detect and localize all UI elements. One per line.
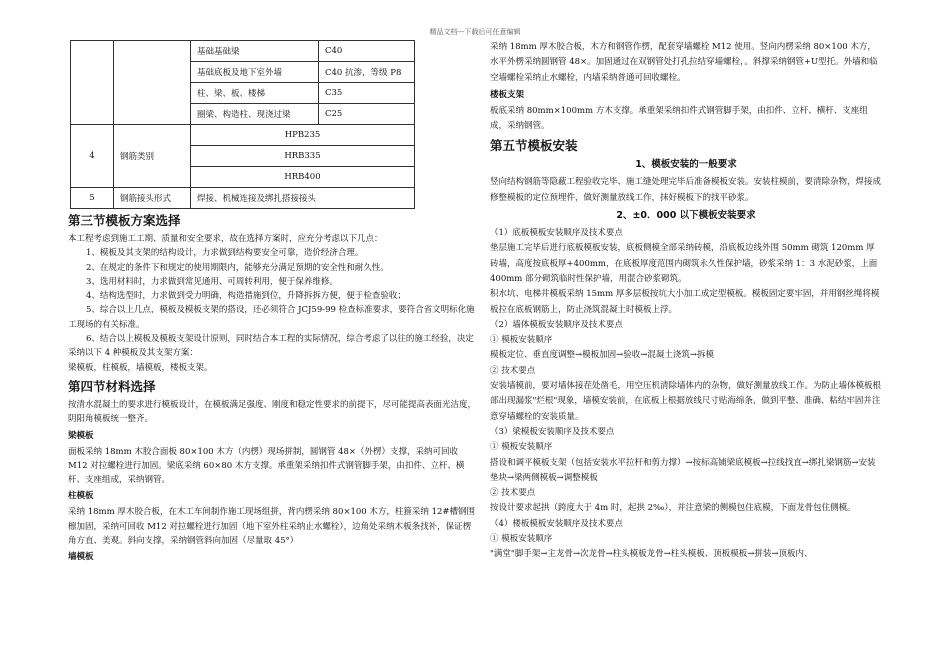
- paragraph: 梁模板，柱模板，墙模板，楼板支架。: [68, 362, 213, 373]
- section-5-title: 第五节模板安装: [490, 138, 578, 154]
- table-cell: 圈梁、构造柱、现浇过梁: [191, 104, 319, 125]
- subheading-wall: 墙模板: [68, 552, 94, 563]
- table-cell: C35: [319, 83, 415, 104]
- table-cell: 柱、梁、板、楼梯: [191, 83, 319, 104]
- table-cell: HRB400: [191, 167, 415, 188]
- table-cell: [114, 41, 191, 125]
- paragraph: 面板采纳 18mm 木胶合面板 80×100 木方（内楞）现场拼制，圆钢管 48×（外楞）支撑，采纳可回收 M12 对拉螺栓进行加固。梁底采纳 60×80 木方支撑。承重架采纳扣件式钢管脚手架，由扣件、立杆、横杆、支座组成，采纳钢管。: [68, 446, 465, 486]
- table-cell: HPB235: [191, 125, 415, 146]
- paragraph: 按设计要求起拱（跨度大于 4m 时，起拱 2‰），并注意梁的侧模包住底模，下面龙骨包住侧模。: [490, 503, 856, 514]
- paragraph: ② 技术要点: [490, 488, 536, 499]
- paragraph: （4）楼板模板安装顺序及技术要点: [490, 518, 623, 529]
- subheading-beam: 梁模板: [68, 430, 94, 441]
- header-note: 精品文档---下载后可任意编辑: [429, 28, 521, 36]
- paragraph: 本工程考虑到施工工期、质量和安全要求，故在选择方案时，应充分考虑以下几点：: [68, 234, 383, 244]
- table-cell: 基础基础梁: [191, 41, 319, 62]
- table-cell: C40 抗渗，等级 P8: [319, 62, 415, 83]
- table-cell: 焊接、机械连接及绑扎搭接接头: [191, 188, 415, 209]
- subheading-general: 1、模板安装的一般要求: [635, 159, 737, 171]
- list-item: 3、选用材料时，力求做到常见通用、可周转利用，便于保养维修。: [86, 276, 338, 287]
- paragraph: 竖向结构钢筋等隐蔽工程验收完毕、施工缝处理完毕后准备模板安装。安装柱模前，要清除杂物，焊接成修整模板的定位预埋件，做好测量放线工作，抹好模板下的找平砂浆。: [490, 177, 882, 203]
- paragraph: ① 模板安装顺序: [490, 534, 553, 545]
- paragraph: 积水坑、电梯井模板采纳 15mm 厚多层板按坑大小加工成定型模板。模板固定要牢固，并用钢丝绳将模板拉在底板钢筋上，防止浇筑混凝土时模板上浮。: [490, 289, 880, 315]
- paragraph: 模板定位、垂直度调整→模板加固→验收→混凝土浇筑→拆模: [490, 350, 714, 361]
- table-cell: C40: [319, 41, 415, 62]
- left-column: [68, 40, 478, 566]
- list-item: 5、综合以上几点，模板及模板支架的搭设，还必须符合 JCJ59-99 检查标准要求，要符合省文明标化施工现场的有关标准。: [68, 305, 475, 330]
- section-4-title: 第四节材料选择: [68, 378, 156, 394]
- paragraph: "满堂"脚手架→主龙骨→次龙骨→柱头模板龙骨→柱头模板、顶板模板→拼装→顶板内、: [490, 549, 813, 560]
- paragraph: 垫层施工完毕后进行底板模板安装，底板侧模全部采纳砖模，沿底板边线外围 50mm 砌筑 120mm 厚砖墙，高度按底板厚+400mm，在底板厚度范围内砌筑永久性保护墙，砂浆采纳 1：3 水泥砂浆，上面 400mm 部分砌筑临时性保护墙，用混合砂浆砌筑。: [490, 243, 878, 284]
- right-column: [490, 40, 882, 563]
- paragraph: ② 技术要点: [490, 365, 536, 376]
- paragraph: 板底采纳 80mm×100mm 方木支撑。承重架采纳扣件式钢管脚手架，由扣件、立杆、横杆、支座组成，采纳钢管。: [490, 105, 868, 132]
- paragraph: （1）底板模板安装顺序及技术要点: [490, 228, 623, 239]
- paragraph: 搭设和调平模板支架（包括安装水平拉杆和剪力撑）→按标高铺梁底模板→拉线找直→绑扎梁钢筋→安装垫块→梁两侧模板→调整模板: [490, 457, 876, 483]
- paragraph: （3）梁模板安装顺序及技术要点: [490, 426, 615, 437]
- table-cell: C25: [319, 104, 415, 125]
- list-item: 4、结构选型时，力求做到受力明确，构造措施到位，升降拆拆方便，便于检查验收；: [86, 291, 406, 302]
- table-cell-category: 钢筋类别: [114, 125, 191, 188]
- list-item: 2、在规定的条件下和规定的使用期限内，能够充分满足预期的安全性和耐久性。: [86, 262, 389, 273]
- spec-table: [70, 40, 415, 209]
- list-item: 1、模板及其支架的结构设计，力求做到结构要安全可靠，造价经济合理。: [86, 248, 364, 259]
- table-row: [71, 125, 415, 146]
- paragraph: ① 模板安装顺序: [490, 335, 553, 346]
- paragraph: 采纳 18mm 厚木胶合板，木方和钢管作楞，配套穿墙螺栓 M12 使用。竖向内楞采纳 80×100 木方，水平外楞采纳圆钢管 48×。加固通过在双钢管处打孔拉结穿墙螺栓，。斜撑采纳钢管+U型托。外墙和临空墙螺栓采纳止水螺栓，内墙采纳普通可回收螺栓。: [490, 42, 878, 83]
- paragraph: ① 模板安装顺序: [490, 442, 553, 453]
- list-item: 6、结合以上模板及模板支架设计原则，同时结合本工程的实际情况，综合考虑了以往的施工经验，决定采纳以下 4 种模板及其支架方案：: [68, 334, 474, 359]
- subheading-below-zero: 2、±0．000 以下模板安装要求: [616, 210, 756, 222]
- table-row: [71, 41, 415, 62]
- subheading-column: 柱模板: [68, 491, 94, 502]
- table-cell: [71, 41, 114, 125]
- table-row: [71, 188, 415, 209]
- paragraph: 安装墙模前，要对墙体接茬处凿毛，用空压机清除墙体内的杂物，做好测量放线工作。为防止墙体模板根部出现漏浆"烂根"现象，墙模安装前，在底板上根据放线尺寸贴海绵条，做到平整、准确、粘结牢固并注意穿墙螺栓的安装质量。: [490, 381, 882, 422]
- table-cell: HRB335: [191, 146, 415, 167]
- paragraph: （2）墙体模板安装顺序及技术要点: [490, 319, 623, 330]
- table-cell: 基础底板及地下室外墙: [191, 62, 319, 83]
- section-3-title: 第三节模板方案选择: [68, 213, 181, 228]
- table-cell-num: 5: [71, 188, 114, 209]
- paragraph: 采纳 18mm 厚木胶合板，在木工车间制作施工现场组拼，背内楞采纳 80×100 木方，柱箍采纳 12#槽钢围檩加固，采纳可回收 M12 对拉螺栓进行加固（地下室外柱采纳止水螺栓），边角处采纳木板条找补，保证楞角方直、美观。斜向支撑，采纳钢管斜向加固（尽量取 45°）: [68, 507, 476, 547]
- table-cell-num: 4: [71, 125, 114, 188]
- subheading-floor: 楼板支架: [490, 89, 525, 100]
- table-cell-category: 钢筋接头形式: [114, 188, 191, 209]
- paragraph: 按清水混凝土的要求进行模板设计，在模板满足强度、刚度和稳定性要求的前提下，尽可能提高表面光洁度，阴阳角模板统一整齐。: [68, 399, 477, 425]
